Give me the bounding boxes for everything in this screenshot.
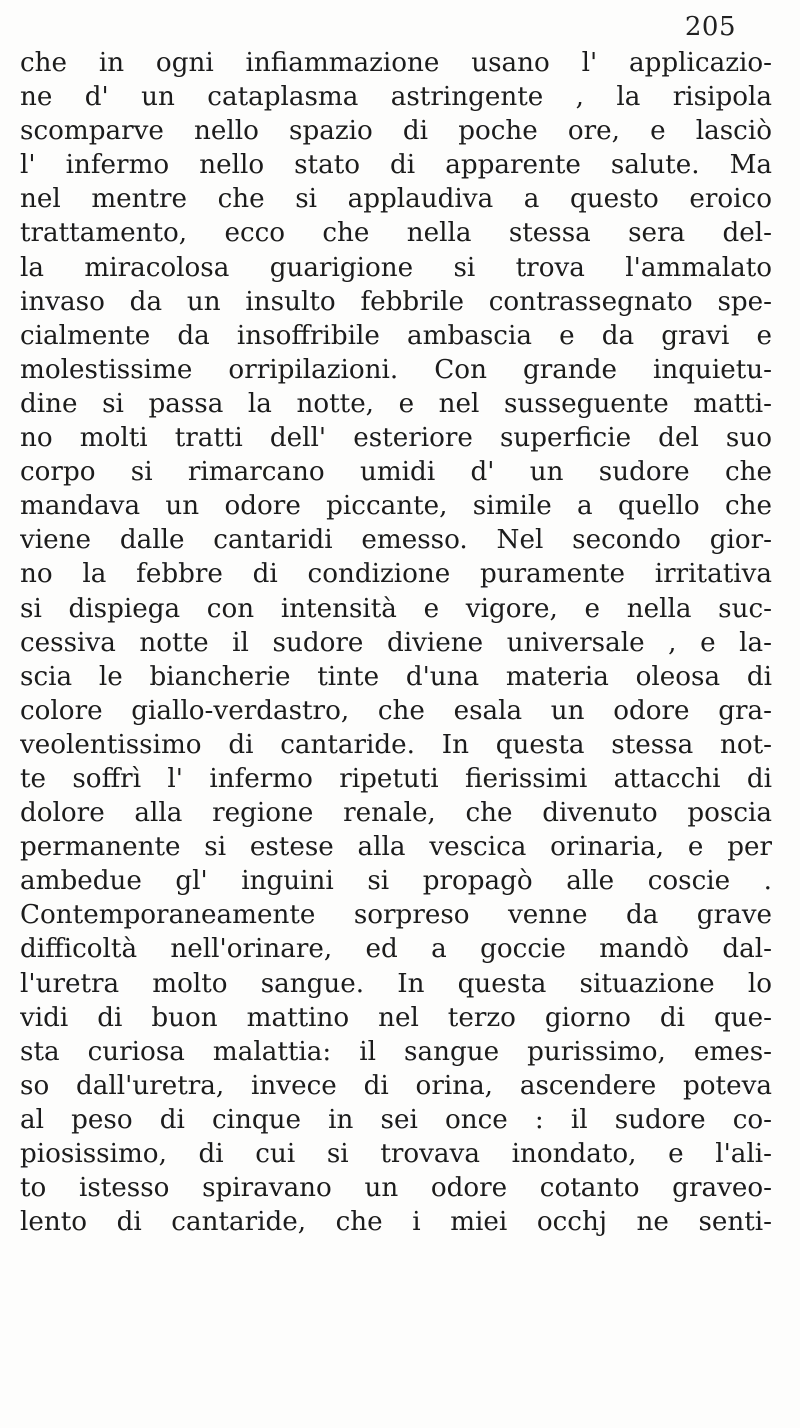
text-line: molestissime orripilazioni. Con grande inquietu- xyxy=(20,354,772,385)
text-line: viene dalle cantaridi emesso. Nel secondo gior- xyxy=(20,525,772,556)
text-line: nel mentre che si applaudiva a questo eroico xyxy=(20,184,772,215)
text-line: no la febbre di condizione puramente irritativa xyxy=(20,559,772,590)
text-line: cialmente da insoffribile ambascia e da gravi e xyxy=(20,320,772,351)
text-line: lento di cantaride, che i miei occhj ne senti- xyxy=(20,1207,772,1238)
text-line: ambedue gl' inguini si propagò alle coscie . xyxy=(20,866,772,897)
text-line: la miracolosa guarigione si trova l'ammalato xyxy=(20,252,772,283)
text-line: dolore alla regione renale, che divenuto poscia xyxy=(20,798,772,829)
text-line: Contemporaneamente sorpreso venne da grave xyxy=(20,900,772,931)
text-line: al peso di cinque in sei once : il sudore co- xyxy=(20,1104,772,1135)
text-line: to istesso spiravano un odore cotanto graveo- xyxy=(20,1173,772,1204)
text-line: difficoltà nell'orinare, ed a goccie mandò dal- xyxy=(20,934,772,965)
text-line: l' infermo nello stato di apparente salute. Ma xyxy=(20,150,772,181)
text-line: invaso da un insulto febbrile contrassegnato spe- xyxy=(20,286,772,317)
text-line: colore giallo-verdastro, che esala un odore gra- xyxy=(20,695,772,726)
text-line: trattamento, ecco che nella stessa sera del- xyxy=(20,218,772,249)
text-line: cessiva notte il sudore diviene universale , e la- xyxy=(20,627,772,658)
text-line: permanente si estese alla vescica orinaria, e per xyxy=(20,832,772,863)
text-line: sta curiosa malattia: il sangue purissimo, emes- xyxy=(20,1036,772,1067)
text-line: corpo si rimarcano umidi d' un sudore che xyxy=(20,457,772,488)
text-line: mandava un odore piccante, simile a quello che xyxy=(20,491,772,522)
text-line: scia le biancherie tinte d'una materia oleosa di xyxy=(20,661,772,692)
text-line: che in ogni infiammazione usano l' applicazio- xyxy=(20,48,772,78)
text-line: dine si passa la notte, e nel susseguente matti- xyxy=(20,388,772,419)
text-line: si dispiega con intensità e vigore, e nella suc- xyxy=(20,593,772,624)
text-line: veolentissimo di cantaride. In questa stessa not- xyxy=(20,729,772,760)
text-line: l'uretra molto sangue. In questa situazione lo xyxy=(20,968,772,999)
text-line: so dall'uretra, invece di orina, ascendere poteva xyxy=(20,1070,772,1101)
text-line: scomparve nello spazio di poche ore, e lasciò xyxy=(20,116,772,147)
text-line: vidi di buon mattino nel terzo giorno di que- xyxy=(20,1002,772,1033)
text-line: no molti tratti dell' esteriore superficie del suo xyxy=(20,423,772,454)
text-line: ne d' un cataplasma astringente , la risipola xyxy=(20,82,772,113)
page-number: 205 xyxy=(684,12,736,42)
text-line: te soffrì l' infermo ripetuti fierissimi attacchi di xyxy=(20,763,772,794)
body-text xyxy=(20,46,772,1239)
text-line: piosissimo, di cui si trovava inondato, e l'ali- xyxy=(20,1139,772,1169)
